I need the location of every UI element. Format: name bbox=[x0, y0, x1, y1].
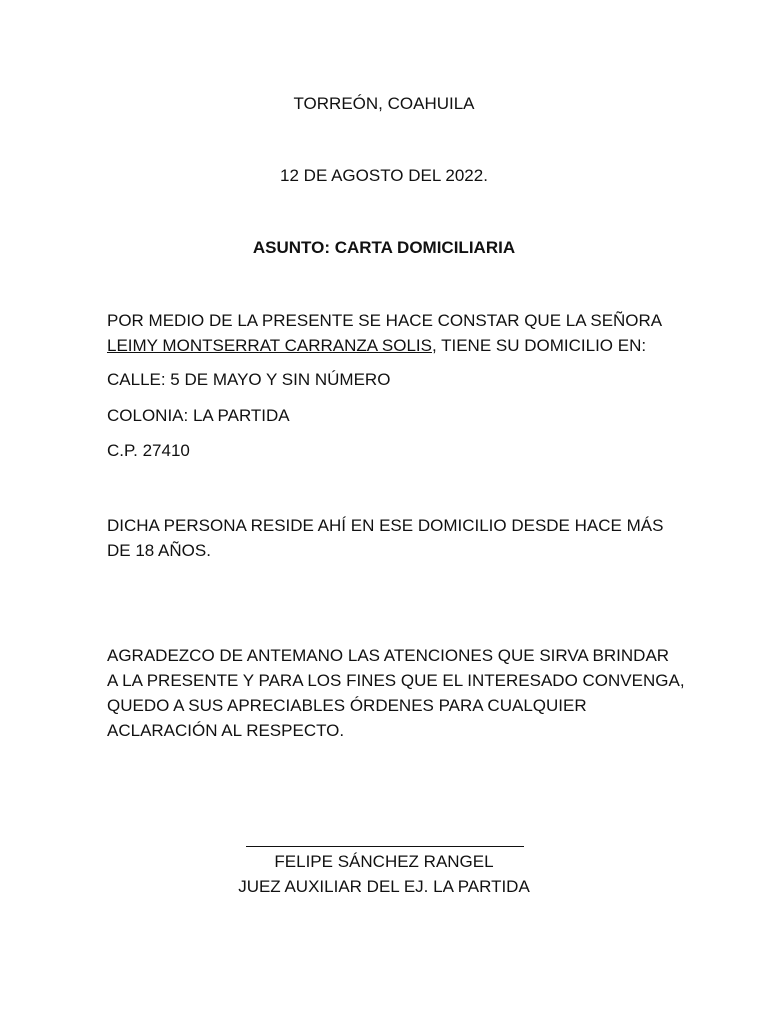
address-zip: C.P. 27410 bbox=[107, 441, 190, 460]
closing-line-4: ACLARACIÓN AL RESPECTO. bbox=[107, 721, 345, 740]
closing-line-1: AGRADEZCO DE ANTEMANO LAS ATENCIONES QUE SIRVA BRINDAR bbox=[107, 646, 670, 665]
closing-line-3: QUEDO A SUS APRECIABLES ÓRDENES PARA CUALQUIER bbox=[107, 696, 587, 715]
subject-line: ASUNTO: CARTA DOMICILIARIA bbox=[252, 238, 516, 257]
address-colony: COLONIA: LA PARTIDA bbox=[107, 406, 290, 425]
closing-line-2: A LA PRESENTE Y PARA LOS FINES QUE EL INTERESADO CONVENGA, bbox=[107, 671, 685, 690]
address-street: CALLE: 5 DE MAYO Y SIN NÚMERO bbox=[107, 370, 391, 389]
residence-line-1: DICHA PERSONA RESIDE AHÍ EN ESE DOMICILIO DESDE HACE MÁS bbox=[107, 516, 664, 535]
intro-line-2-rest: , TIENE SU DOMICILIO EN: bbox=[431, 336, 647, 355]
intro-line-1: POR MEDIO DE LA PRESENTE SE HACE CONSTAR QUE LA SEÑORA bbox=[107, 311, 663, 330]
date-line: 12 DE AGOSTO DEL 2022. bbox=[280, 166, 488, 185]
intro-line-2 bbox=[107, 333, 661, 358]
signature-line bbox=[246, 846, 524, 847]
location-line: TORREÓN, COAHUILA bbox=[293, 94, 475, 113]
residence-paragraph bbox=[107, 513, 664, 563]
intro-paragraph bbox=[107, 308, 661, 358]
residence-line-2: DE 18 AÑOS. bbox=[107, 541, 211, 560]
signer-title: JUEZ AUXILIAR DEL EJ. LA PARTIDA bbox=[238, 877, 530, 896]
signer-name: FELIPE SÁNCHEZ RANGEL bbox=[274, 852, 494, 871]
closing-paragraph bbox=[107, 643, 685, 743]
person-name: LEIMY MONTSERRAT CARRANZA SOLIS bbox=[107, 336, 432, 355]
